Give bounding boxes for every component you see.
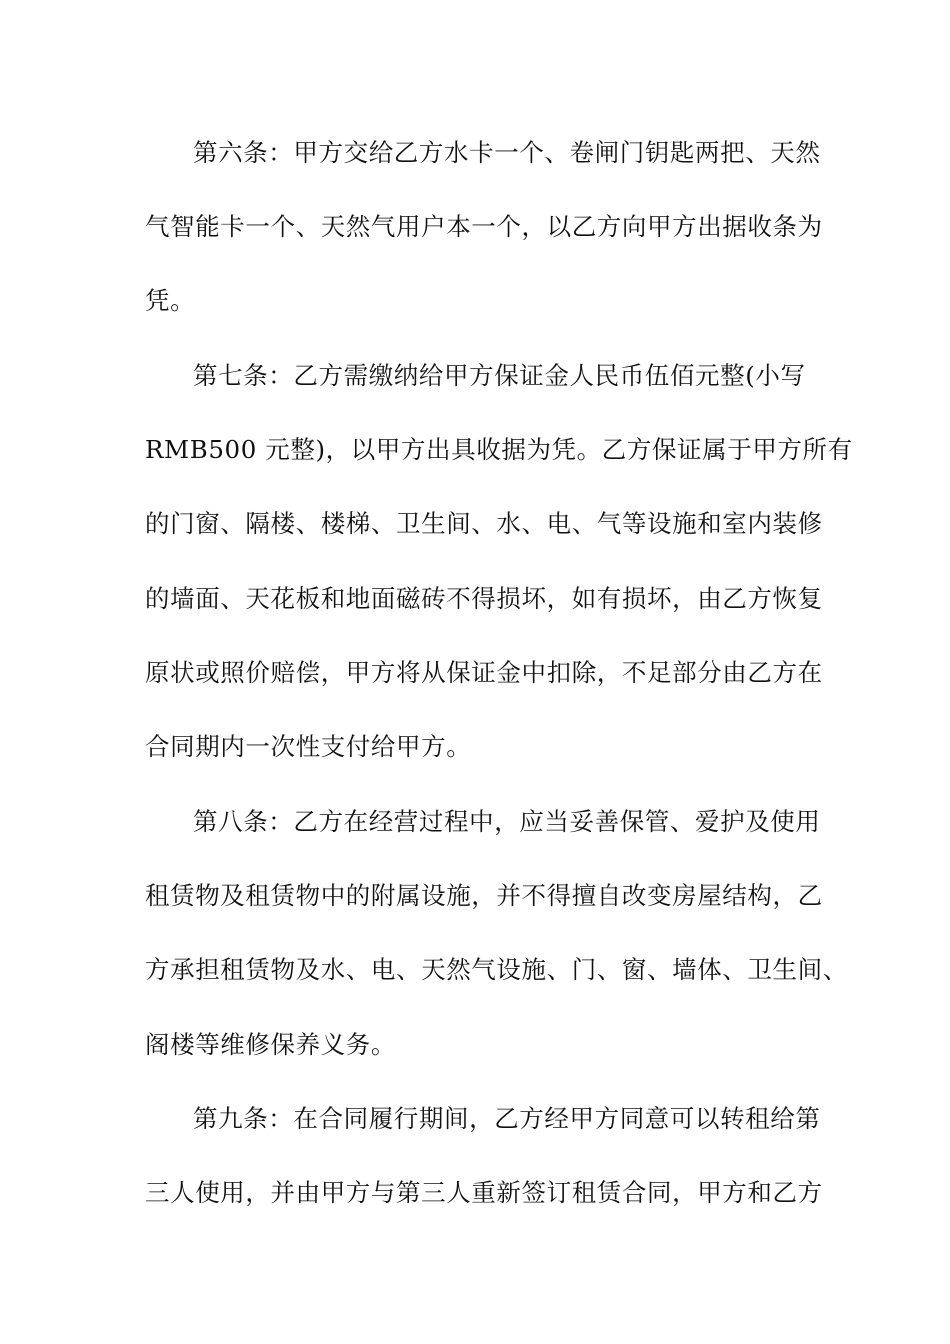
article-8-line-2: 租赁物及租赁物中的附属设施，并不得擅自改变房屋结构，乙 xyxy=(145,881,823,910)
article-7-line-4: 的墙面、天花板和地面磁砖不得损坏，如有损坏，由乙方恢复 xyxy=(145,584,823,613)
article-6-line-3: 凭。 xyxy=(145,286,196,315)
article-8-line-1: 第八条：乙方在经营过程中，应当妥善保管、爱护及使用 xyxy=(193,807,821,836)
article-8-line-3: 方承担租赁物及水、电、天然气设施、门、窗、墙体、卫生间、 xyxy=(145,955,848,984)
article-7-line-3: 的门窗、隔楼、楼梯、卫生间、水、电、气等设施和室内装修 xyxy=(145,509,823,538)
article-7-line-2: RMB500 元整)，以甲方出具收据为凭。乙方保证属于甲方所有 xyxy=(145,435,853,464)
article-9-line-2: 三人使用，并由甲方与第三人重新签订租赁合同，甲方和乙方 xyxy=(145,1178,823,1207)
article-7-line-5: 原状或照价赔偿，甲方将从保证金中扣除，不足部分由乙方在 xyxy=(145,658,823,687)
article-6-line-1: 第六条：甲方交给乙方水卡一个、卷闸门钥匙两把、天然 xyxy=(193,138,821,167)
article-6-line-2: 气智能卡一个、天然气用户本一个，以乙方向甲方出据收条为 xyxy=(145,212,823,241)
article-9-line-1: 第九条：在合同履行期间，乙方经甲方同意可以转租给第 xyxy=(193,1104,821,1133)
article-8-line-4: 阁楼等维修保养义务。 xyxy=(145,1030,396,1059)
article-7-line-6: 合同期内一次性支付给甲方。 xyxy=(145,732,472,761)
article-7-line-1: 第七条：乙方需缴纳给甲方保证金人民币伍佰元整(小写 xyxy=(193,361,806,390)
